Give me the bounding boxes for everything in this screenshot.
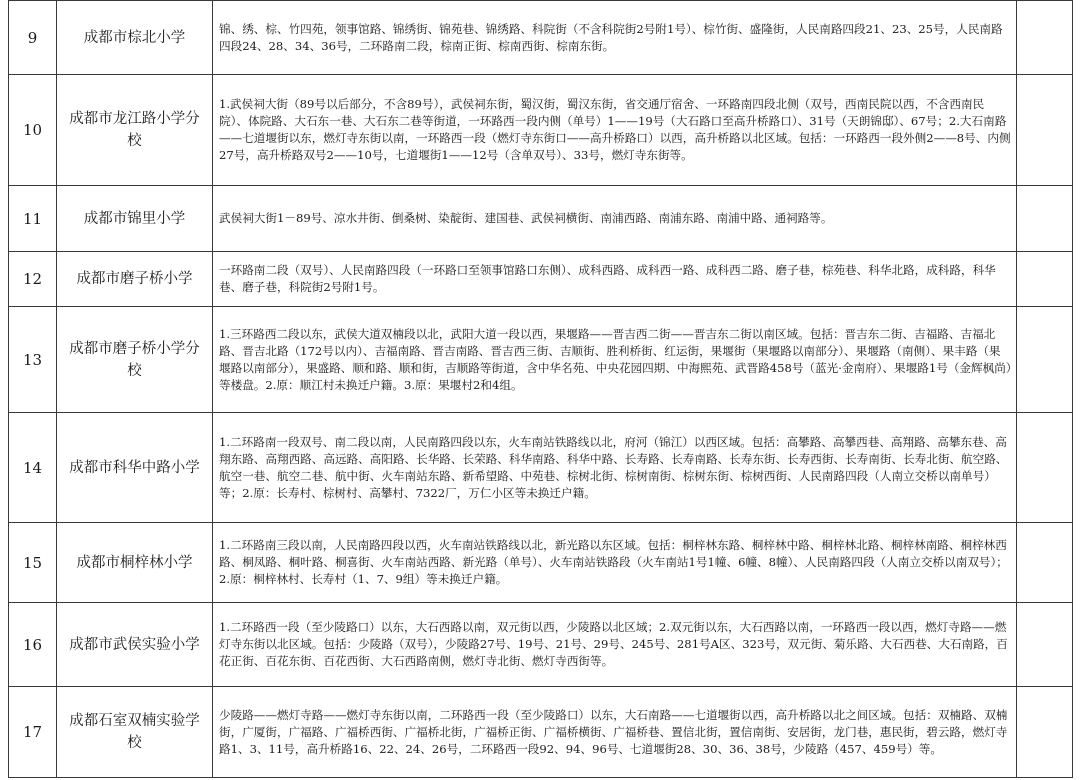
row-number: 16 xyxy=(9,603,57,687)
school-name: 成都市磨子桥小学 xyxy=(57,252,213,307)
row-number: 9 xyxy=(9,1,57,75)
empty-cell xyxy=(1017,75,1073,186)
school-name: 成都市武侯实验小学 xyxy=(57,603,213,687)
row-number: 17 xyxy=(9,687,57,778)
enrollment-area: 1.三环路西二段以东，武侯大道双楠段以北，武阳大道一段以西，果堰路——晋吉西二街——晋吉东二街以南区域。包括：晋吉东二街、吉福路、吉福北路、晋吉北路（172号以内）、吉福南路、晋吉南路、晋吉西三街、吉顺街、胜利桥街、红运街，果堰街（果堰路以南部分）、果堰路（南侧）、果丰路（果堰路以南部分），果盛路、顺和路、顺和街，吉顺路等街道，含中华名苑、中央花园四期、中海熙苑、武晋路458号（蓝光·金南府）、果堰路1号（金辉枫尚）等楼盘。2.原：顺江村未换迁户籍。3.原：果堰村2和4组。 xyxy=(213,307,1017,413)
table-row xyxy=(9,1,1073,75)
school-name: 成都石室双楠实验学校 xyxy=(57,687,213,778)
enrollment-area: 1.武侯祠大街（89号以后部分，不含89号），武侯祠东街，蜀汉街，蜀汉东街，省交通厅宿舍、一环路南四段北侧（双号，西南民院以西，不含西南民院）、体院路、大石东一巷、大石东二巷等街道，一环路西一段内侧（单号）1——19号（大石路口至高升桥路口）、31号（天朗锦邸）、67号；2.大石南路——七道堰街以东，燃灯寺东街以南，一环路西一段（燃灯寺东街口——高升桥路口）以西，高升桥路以北区域。包括：一环路西一段外侧2——8号、内侧27号，高升桥路双号2——10号，七道堰街1——12号（含单双号）、33号，燃灯寺东街等。 xyxy=(213,75,1017,186)
table-row xyxy=(9,523,1073,603)
table-row xyxy=(9,75,1073,186)
empty-cell xyxy=(1017,603,1073,687)
table-row xyxy=(9,687,1073,778)
enrollment-area: 1.二环路南一段双号、南二段以南，人民南路四段以东，火车南站铁路线以北，府河（锦江）以西区域。包括：高攀路、高攀西巷、高翔路、高攀东巷、高翔东路、高翔西路、高远路、高阳路、长华路、长荣路、科华南路、科华中路、长寿路、长寿南路、长寿东街、长寿西街、长寿南街、长寿北街、航空路、航空一巷、航空二巷、航中街、火车南站东路、新希望路、中苑巷、棕树北街、棕树南街、棕树东街、棕树西街、人民南路四段（人南立交桥以南单号）等；2.原：长寿村、棕树村、高攀村、7322厂，万仁小区等未换迁户籍。 xyxy=(213,413,1017,523)
empty-cell xyxy=(1017,413,1073,523)
enrollment-area: 1.二环路南三段以南，人民南路四段以西，火车南站铁路线以北，新光路以东区域。包括：桐梓林东路、桐梓林中路、桐梓林北路、桐梓林南路、桐梓林西路、桐凤路、桐叶路、桐喜街、火车南站西路、新光路（单号）、火车南站铁路段（火车南站1号1幢、6幢、8幢）、人民南路四段（人南立交桥以南双号）；2.原：桐梓林村、长寿村（1、7、9组）等未换迁户籍。 xyxy=(213,523,1017,603)
school-name: 成都市科华中路小学 xyxy=(57,413,213,523)
empty-cell xyxy=(1017,252,1073,307)
table-row xyxy=(9,603,1073,687)
school-name: 成都市龙江路小学分校 xyxy=(57,75,213,186)
empty-cell xyxy=(1017,1,1073,75)
enrollment-area: 1.二环路西一段（至少陵路口）以东，大石西路以南，双元街以西，少陵路以北区域；2.双元街以东，大石西路以南，一环路西一段以西，燃灯寺路——燃灯寺东街以北区域。包括：少陵路（双号），少陵路27号、19号、21号、29号、245号、281号A区、323号，双元街、菊乐路、大石西巷、大石南路，百花正街、百花东街、百花西街、大石西路南侧，燃灯寺北街、燃灯寺西街等。 xyxy=(213,603,1017,687)
empty-cell xyxy=(1017,687,1073,778)
empty-cell xyxy=(1017,307,1073,413)
school-name: 成都市棕北小学 xyxy=(57,1,213,75)
empty-cell xyxy=(1017,523,1073,603)
table-row xyxy=(9,307,1073,413)
row-number: 13 xyxy=(9,307,57,413)
school-name: 成都市桐梓林小学 xyxy=(57,523,213,603)
row-number: 15 xyxy=(9,523,57,603)
empty-cell xyxy=(1017,186,1073,252)
row-number: 10 xyxy=(9,75,57,186)
enrollment-area: 少陵路——燃灯寺路——燃灯寺东街以南，二环路西一段（至少陵路口）以东，大石南路——七道堰街以西，高升桥路以北之间区域。包括：双楠路、双楠街，广厦街，广福路、广福桥西街、广福桥北街，广福桥正街、广福桥横街、广福桥巷、置信北街，置信南街、安居街，龙门巷，惠民街，碧云路，燃灯寺路1、3、11号，高升桥路16、22、24、26号，二环路西一段92、94、96号、七道堰街28、30、36、38号，少陵路（457、459号）等。 xyxy=(213,687,1017,778)
enrollment-area: 锦、绣、棕、竹四苑，领事馆路、锦绣街、锦苑巷、锦绣路、科院街（不含科院街2号附1号）、棕竹街、盛隆街，人民南路四段21、23、25号，人民南路四段24、28、34、36号，二环路南二段，棕南正街、棕南西街、棕南东街。 xyxy=(213,1,1017,75)
row-number: 14 xyxy=(9,413,57,523)
school-district-table xyxy=(8,0,1073,778)
school-name: 成都市磨子桥小学分校 xyxy=(57,307,213,413)
table-row xyxy=(9,186,1073,252)
table-row xyxy=(9,413,1073,523)
row-number: 11 xyxy=(9,186,57,252)
row-number: 12 xyxy=(9,252,57,307)
table-row xyxy=(9,252,1073,307)
enrollment-area: 武侯祠大街1－89号、凉水井街、倒桑树、染靛街、建国巷、武侯祠横街、南浦西路、南浦东路、南浦中路、通祠路等。 xyxy=(213,186,1017,252)
school-name: 成都市锦里小学 xyxy=(57,186,213,252)
enrollment-area: 一环路南二段（双号）、人民南路四段（一环路口至领事馆路口东侧）、成科西路、成科西一路、成科西二路、磨子巷，棕苑巷、科华北路，成科路，科华巷、磨子巷，科院街2号附1号。 xyxy=(213,252,1017,307)
